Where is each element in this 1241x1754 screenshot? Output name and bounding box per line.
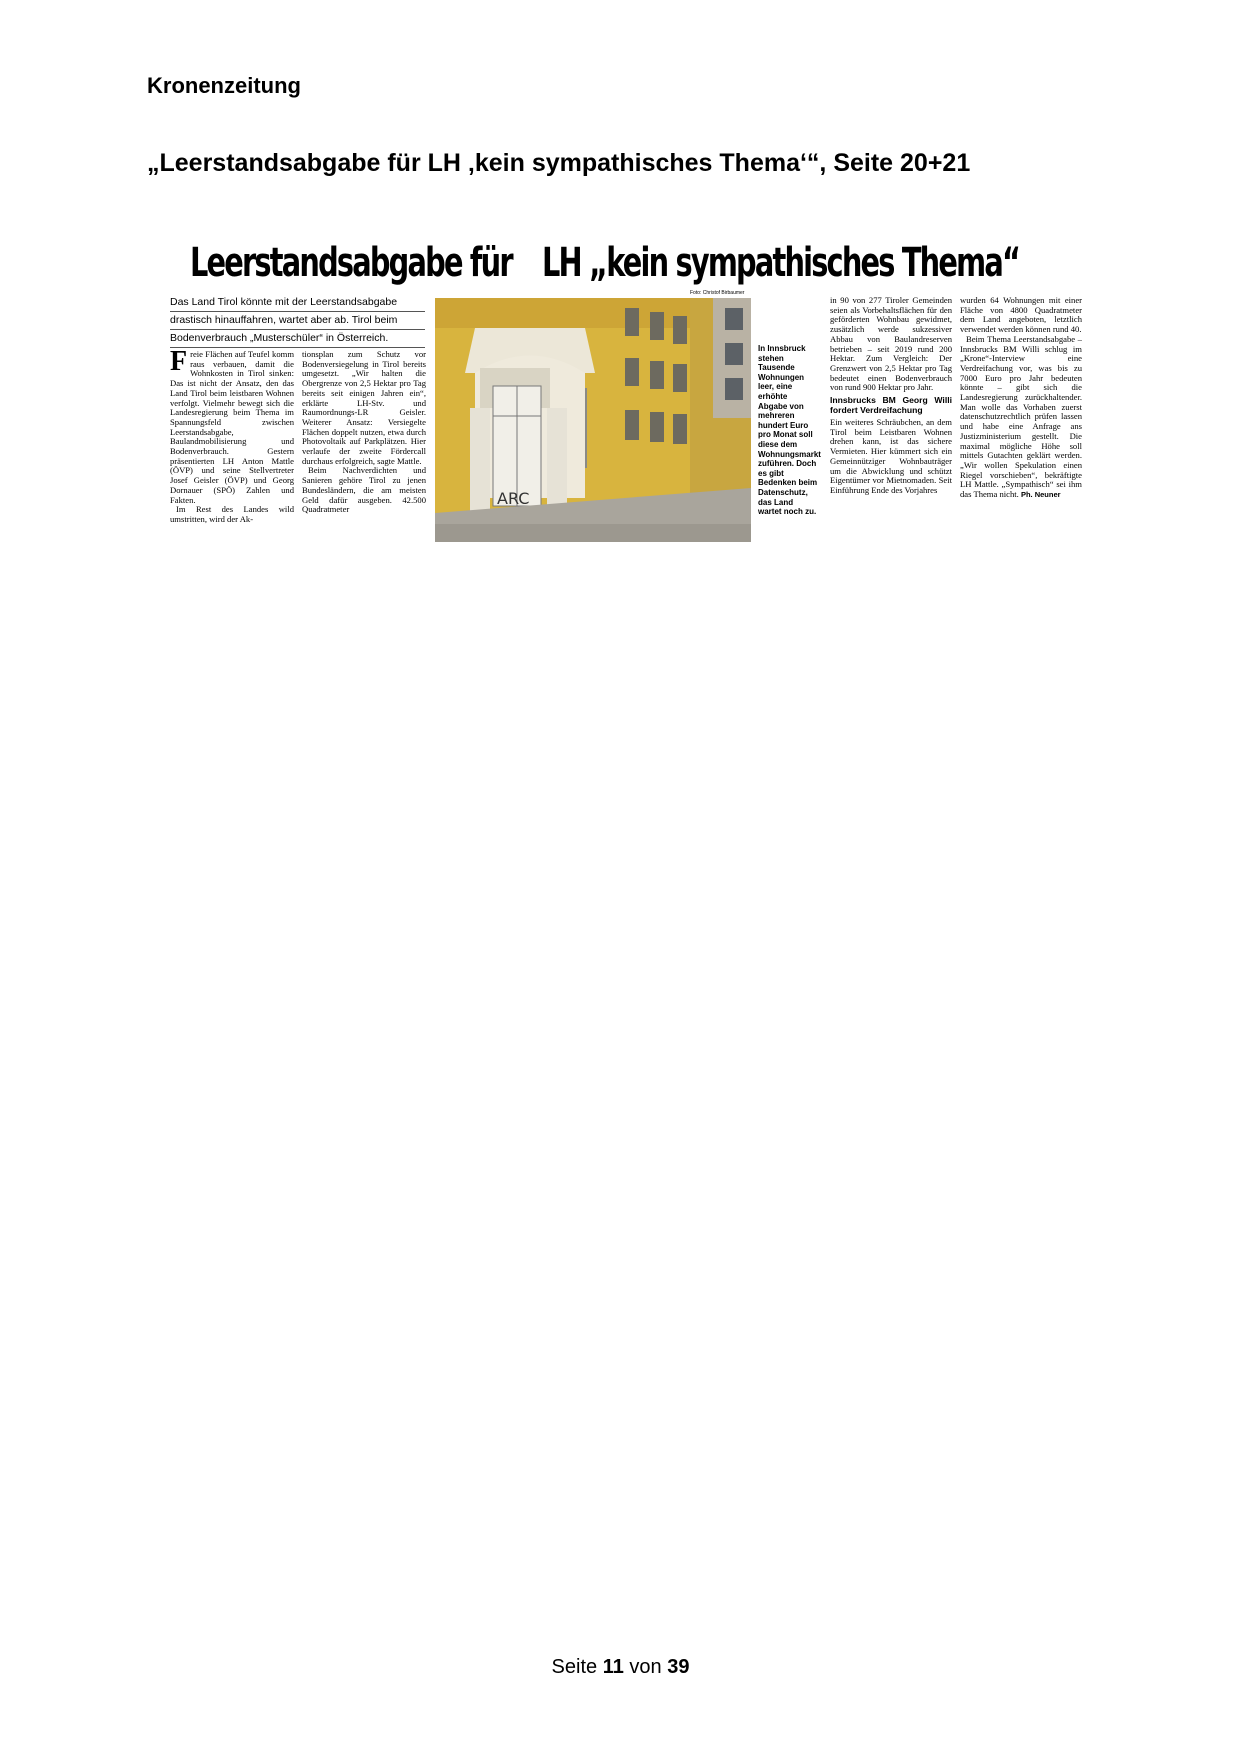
lead-line: drastisch hinauffahren, wartet aber ab. Tirol beim bbox=[170, 312, 425, 330]
total-page-count: 39 bbox=[667, 1656, 690, 1678]
article-column-2 bbox=[302, 350, 426, 540]
article-photo bbox=[435, 298, 751, 542]
lead-line: Bodenverbrauch „Musterschüler“ in Österreich. bbox=[170, 330, 425, 348]
document-title: „Leerstandsabgabe für LH ‚kein sympathisches Thema‘“, Seite 20+21 bbox=[147, 149, 971, 177]
current-page-number: 11 bbox=[602, 1656, 624, 1678]
paragraph-text: Beim Thema Leerstandsabgabe – Innsbrucks BM Willi schlug im „Krone“-Interview eine Verdreifachung vor, was bis zu 7000 Euro pro Jahr bedeuten könnte – gibt sich die Landesregierung zurückhaltender. Man wolle das Vorhaben zuerst datenschutzrechtlich prüfen lassen und habe eine Anfrage ans Justizministerium gestellt. Die maximal mögliche Höhe soll mittels Gutachten geklärt werden. „Wir wollen Spekulation einen Riegel vorschieben“, bekräftigte LH Mattle. „Sympathisch“ sei ihm das Thema nicht. bbox=[960, 333, 1082, 500]
source-name: Kronenzeitung bbox=[147, 73, 301, 98]
drop-cap: F bbox=[170, 350, 188, 377]
headline-right: LH „kein sympathisches Thema“ bbox=[541, 240, 1020, 286]
author-byline: Ph. Neuner bbox=[1020, 490, 1061, 500]
article-column-1 bbox=[170, 350, 294, 540]
article-column-3 bbox=[830, 296, 952, 542]
page-footer bbox=[0, 1656, 1241, 1679]
paragraph: Ein weiteres Schräubchen, an dem Tirol beim Leistbaren Wohnen drehen kann, ist das sichere Vermieten. Hier kümmert sich ein Gemeinnütziger Wohnbauträger um die Abwicklung und schützt Eigentümer vor Mietnomaden. Seit Einführung Ende des Vorjahres bbox=[830, 417, 952, 495]
paragraph: in 90 von 277 Tiroler Gemeinden seien als Vorbehaltsflächen für den geförderten Wohnbau gewidmet, zusätzlich werde sukzessiver Abbau von Baulandreserven betrieben – seit 2019 rund 200 Hektar. Zum Vergleich: Der Grenzwert von 2,5 Hektar pro Tag bedeutet einen Bodenverbrauch von rund 900 Hektar pro Jahr. bbox=[830, 296, 952, 393]
lead-line: Das Land Tirol könnte mit der Leerstandsabgabe bbox=[170, 294, 425, 312]
graffiti-text: ARC bbox=[497, 489, 530, 508]
paragraph: wurden 64 Wohnungen mit einer Fläche von 4800 Quadratmeter dem Land angeboten, letztlich verwendet werden können rund 40. bbox=[960, 296, 1082, 335]
paragraph: Beim Nachverdichten und Sanieren gehöre Tirol zu jenen Bundesländern, die am meisten Geld dafür ausgeben. 42.500 Quadratmeter bbox=[302, 465, 426, 515]
clipping-headline bbox=[190, 240, 1020, 288]
newspaper-clipping bbox=[170, 232, 1088, 544]
paragraph bbox=[960, 335, 1082, 500]
footer-prefix: Seite bbox=[551, 1656, 603, 1678]
article-column-4 bbox=[960, 296, 1082, 542]
article-subhead: Innsbrucks BM Georg Willi fordert Verdreifachung bbox=[830, 395, 952, 415]
paragraph: Im Rest des Landes wild umstritten, wird der Ak- bbox=[170, 504, 294, 524]
headline-left: Leerstandsabgabe für bbox=[190, 240, 512, 286]
lead-text bbox=[170, 294, 425, 348]
photo-caption: In Innsbruck stehen Tausende Wohnungen leer, eine erhöhte Abgabe von mehreren hundert Euro pro Monat soll diese dem Wohnungsmarkt zuführen. Doch es gibt Bedenken beim Datenschutz, das Land wartet noch zu. bbox=[758, 344, 821, 517]
photo-credit: Foto: Christof Birbaumer bbox=[690, 290, 745, 296]
paragraph: reie Flächen auf Teufel komm raus verbauen, damit die Wohnkosten in Tirol sinken: Das ist nicht der Ansatz, den das Land Tirol beim leistbaren Wohnen verfolgt. Vielmehr bewegt sich die Landesregierung beim Thema im Spannungsfeld zwischen Leerstandsabgabe, Baulandmobilisierung und Bodenverbrauch. Gestern präsentierten LH Anton Mattle (ÖVP) und seine Stellvertreter Josef Geisler (ÖVP) und Georg Dornauer (SPÖ) Zahlen und Fakten. bbox=[170, 350, 294, 505]
paragraph: tionsplan zum Schutz vor Bodenversiegelung in Tirol bereits umgesetzt. „Wir halten die Obergrenze von 2,5 Hektar pro Tag bereits seit einigen Jahren ein“, erklärte LH-Stv. und Raumordnungs-LR Geisler. Weiterer Ansatz: Versiegelte Flächen doppelt nutzen, etwa durch Photovoltaik auf Parkplätzen. Hier verlaufe der zweite Fördercall durchaus erfolgreich, sagte Mattle. bbox=[302, 350, 426, 466]
building-photo-illustration bbox=[435, 298, 751, 542]
footer-middle: von bbox=[623, 1656, 668, 1678]
